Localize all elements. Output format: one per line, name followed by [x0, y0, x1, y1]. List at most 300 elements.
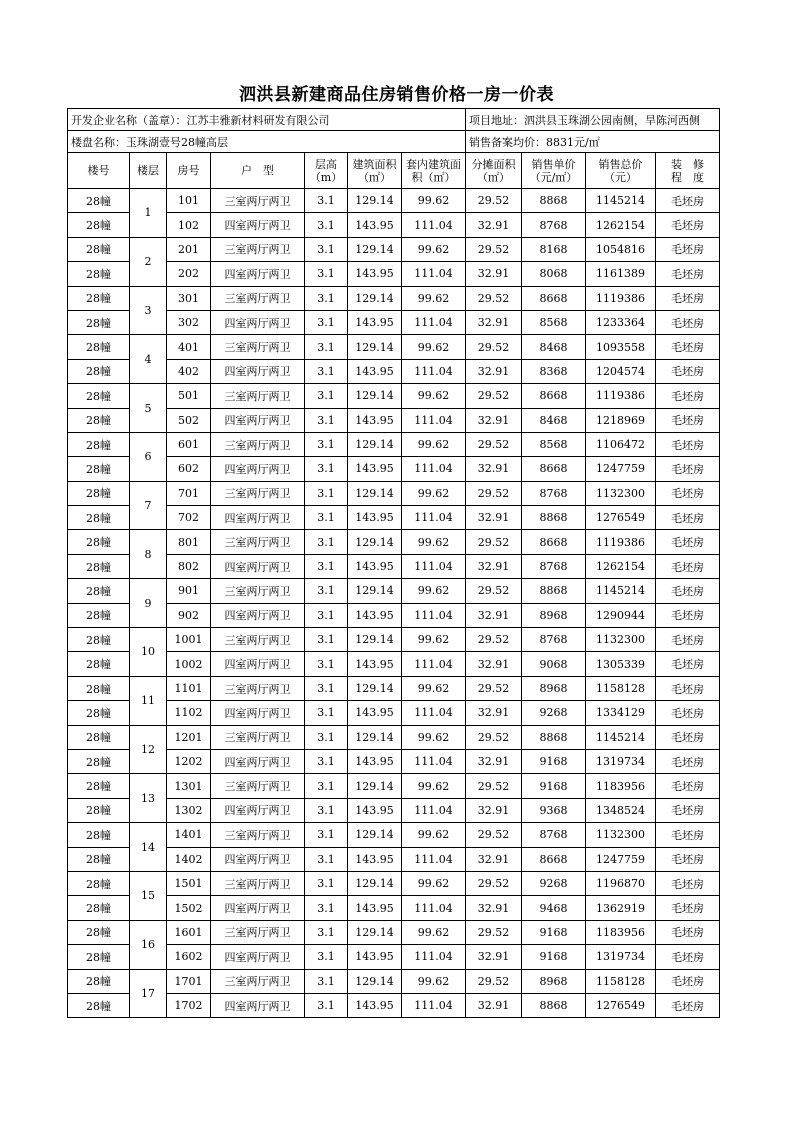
cell-area: 129.14	[348, 335, 402, 359]
cell-building: 28幢	[68, 969, 130, 993]
cell-unit-price: 8868	[522, 579, 586, 603]
cell-shared-area: 29.52	[466, 481, 522, 505]
cell-unit-price: 8768	[522, 213, 586, 237]
cell-height: 3.1	[305, 310, 348, 334]
table-row	[68, 432, 720, 456]
cell-total-price: 1093558	[586, 335, 656, 359]
cell-inner-area: 99.62	[402, 384, 466, 408]
cell-inner-area: 99.62	[402, 871, 466, 895]
cell-shared-area: 32.91	[466, 896, 522, 920]
cell-inner-area: 111.04	[402, 359, 466, 383]
cell-shared-area: 29.52	[466, 237, 522, 261]
cell-area: 129.14	[348, 286, 402, 310]
cell-height: 3.1	[305, 384, 348, 408]
cell-height: 3.1	[305, 993, 348, 1017]
cell-room: 802	[167, 554, 211, 578]
cell-height: 3.1	[305, 628, 348, 652]
cell-shared-area: 32.91	[466, 457, 522, 481]
cell-room: 702	[167, 506, 211, 530]
cell-building: 28幢	[68, 262, 130, 286]
cell-height: 3.1	[305, 871, 348, 895]
cell-room: 1701	[167, 969, 211, 993]
cell-total-price: 1119386	[586, 530, 656, 554]
cell-unit-price: 8768	[522, 554, 586, 578]
cell-total-price: 1183956	[586, 774, 656, 798]
cell-unit-price: 8568	[522, 432, 586, 456]
header-inner-area	[402, 153, 466, 189]
cell-building: 28幢	[68, 384, 130, 408]
table-row	[68, 628, 720, 652]
cell-shared-area: 29.52	[466, 920, 522, 944]
cell-decoration: 毛坯房	[656, 847, 720, 871]
cell-height: 3.1	[305, 530, 348, 554]
cell-inner-area: 111.04	[402, 798, 466, 822]
cell-inner-area: 99.62	[402, 676, 466, 700]
cell-height: 3.1	[305, 749, 348, 773]
cell-area: 143.95	[348, 603, 402, 627]
cell-unit-price: 9168	[522, 774, 586, 798]
cell-room: 602	[167, 457, 211, 481]
cell-building: 28幢	[68, 506, 130, 530]
cell-type: 三室两厅两卫	[211, 286, 305, 310]
cell-decoration: 毛坯房	[656, 749, 720, 773]
cell-height: 3.1	[305, 896, 348, 920]
cell-area: 143.95	[348, 652, 402, 676]
cell-area: 129.14	[348, 530, 402, 554]
cell-shared-area: 29.52	[466, 871, 522, 895]
cell-area: 143.95	[348, 554, 402, 578]
cell-unit-price: 8968	[522, 969, 586, 993]
cell-area: 129.14	[348, 579, 402, 603]
cell-building: 28幢	[68, 823, 130, 847]
cell-area: 129.14	[348, 823, 402, 847]
cell-height: 3.1	[305, 603, 348, 627]
header-height	[305, 153, 348, 189]
cell-building: 28幢	[68, 871, 130, 895]
cell-building: 28幢	[68, 213, 130, 237]
cell-height: 3.1	[305, 213, 348, 237]
cell-inner-area: 99.62	[402, 823, 466, 847]
cell-total-price: 1247759	[586, 457, 656, 481]
cell-shared-area: 32.91	[466, 749, 522, 773]
cell-room: 302	[167, 310, 211, 334]
header-shared-line2: （㎡）	[477, 170, 510, 184]
cell-inner-area: 111.04	[402, 603, 466, 627]
cell-room: 1101	[167, 676, 211, 700]
cell-floor: 12	[130, 725, 167, 774]
cell-type: 四室两厅两卫	[211, 847, 305, 871]
header-area	[348, 153, 402, 189]
cell-room: 601	[167, 432, 211, 456]
cell-room: 401	[167, 335, 211, 359]
cell-type: 四室两厅两卫	[211, 993, 305, 1017]
cell-room: 501	[167, 384, 211, 408]
cell-building: 28幢	[68, 628, 130, 652]
cell-type: 四室两厅两卫	[211, 310, 305, 334]
header-row	[68, 153, 720, 189]
cell-decoration: 毛坯房	[656, 432, 720, 456]
cell-inner-area: 111.04	[402, 262, 466, 286]
cell-type: 三室两厅两卫	[211, 530, 305, 554]
header-inner-line2: 积（㎡）	[411, 170, 456, 184]
cell-total-price: 1119386	[586, 384, 656, 408]
cell-type: 四室两厅两卫	[211, 262, 305, 286]
cell-type: 四室两厅两卫	[211, 408, 305, 432]
cell-height: 3.1	[305, 237, 348, 261]
cell-type: 三室两厅两卫	[211, 481, 305, 505]
cell-total-price: 1145214	[586, 725, 656, 749]
header-unit-price	[522, 153, 586, 189]
cell-inner-area: 111.04	[402, 652, 466, 676]
cell-building: 28幢	[68, 408, 130, 432]
cell-shared-area: 29.52	[466, 286, 522, 310]
cell-height: 3.1	[305, 676, 348, 700]
cell-type: 三室两厅两卫	[211, 920, 305, 944]
cell-type: 三室两厅两卫	[211, 335, 305, 359]
cell-area: 143.95	[348, 896, 402, 920]
cell-type: 四室两厅两卫	[211, 749, 305, 773]
cell-shared-area: 29.52	[466, 774, 522, 798]
cell-floor: 16	[130, 920, 167, 969]
cell-inner-area: 111.04	[402, 213, 466, 237]
cell-shared-area: 29.52	[466, 823, 522, 847]
cell-unit-price: 8568	[522, 310, 586, 334]
cell-height: 3.1	[305, 652, 348, 676]
cell-room: 402	[167, 359, 211, 383]
cell-decoration: 毛坯房	[656, 262, 720, 286]
cell-building: 28幢	[68, 237, 130, 261]
cell-type: 三室两厅两卫	[211, 579, 305, 603]
table-row	[68, 335, 720, 359]
cell-type: 四室两厅两卫	[211, 701, 305, 725]
cell-shared-area: 29.52	[466, 628, 522, 652]
cell-room: 301	[167, 286, 211, 310]
cell-inner-area: 111.04	[402, 701, 466, 725]
header-deco-line1: 装 修	[671, 157, 704, 171]
cell-room: 902	[167, 603, 211, 627]
cell-room: 1201	[167, 725, 211, 749]
cell-type: 四室两厅两卫	[211, 359, 305, 383]
cell-unit-price: 8668	[522, 384, 586, 408]
header-area-line1: 建筑面积	[352, 157, 397, 171]
table-row	[68, 286, 720, 310]
table-row	[68, 579, 720, 603]
table-row	[68, 676, 720, 700]
cell-building: 28幢	[68, 847, 130, 871]
cell-inner-area: 111.04	[402, 847, 466, 871]
cell-type: 三室两厅两卫	[211, 628, 305, 652]
cell-shared-area: 32.91	[466, 945, 522, 969]
cell-decoration: 毛坯房	[656, 676, 720, 700]
header-total-price	[586, 153, 656, 189]
cell-building: 28幢	[68, 530, 130, 554]
cell-floor: 3	[130, 286, 167, 335]
cell-height: 3.1	[305, 774, 348, 798]
cell-decoration: 毛坯房	[656, 530, 720, 554]
cell-total-price: 1183956	[586, 920, 656, 944]
cell-unit-price: 8668	[522, 286, 586, 310]
cell-inner-area: 99.62	[402, 579, 466, 603]
cell-decoration: 毛坯房	[656, 481, 720, 505]
cell-decoration: 毛坯房	[656, 823, 720, 847]
header-building: 楼号	[68, 153, 130, 189]
cell-area: 143.95	[348, 798, 402, 822]
cell-inner-area: 111.04	[402, 945, 466, 969]
cell-floor: 9	[130, 579, 167, 628]
cell-type: 四室两厅两卫	[211, 457, 305, 481]
cell-shared-area: 32.91	[466, 359, 522, 383]
developer-name: 开发企业名称（盖章）：江苏丰雅新材料研发有限公司	[68, 109, 466, 131]
cell-inner-area: 99.62	[402, 774, 466, 798]
cell-height: 3.1	[305, 969, 348, 993]
table-row	[68, 189, 720, 213]
cell-building: 28幢	[68, 286, 130, 310]
cell-inner-area: 99.62	[402, 920, 466, 944]
cell-total-price: 1204574	[586, 359, 656, 383]
cell-total-price: 1054816	[586, 237, 656, 261]
cell-total-price: 1319734	[586, 945, 656, 969]
cell-decoration: 毛坯房	[656, 896, 720, 920]
cell-shared-area: 29.52	[466, 384, 522, 408]
cell-room: 1702	[167, 993, 211, 1017]
cell-unit-price: 8968	[522, 603, 586, 627]
cell-room: 1601	[167, 920, 211, 944]
cell-inner-area: 111.04	[402, 457, 466, 481]
cell-unit-price: 8968	[522, 676, 586, 700]
header-shared-area	[466, 153, 522, 189]
table-row	[68, 969, 720, 993]
cell-floor: 6	[130, 432, 167, 481]
cell-inner-area: 111.04	[402, 749, 466, 773]
cell-building: 28幢	[68, 554, 130, 578]
cell-unit-price: 9168	[522, 749, 586, 773]
cell-type: 四室两厅两卫	[211, 896, 305, 920]
cell-unit-price: 9268	[522, 871, 586, 895]
cell-decoration: 毛坯房	[656, 359, 720, 383]
cell-shared-area: 29.52	[466, 676, 522, 700]
cell-total-price: 1145214	[586, 579, 656, 603]
cell-floor: 14	[130, 823, 167, 872]
cell-floor: 13	[130, 774, 167, 823]
cell-room: 1402	[167, 847, 211, 871]
project-name: 楼盘名称：玉珠湖壹号28幢高层	[68, 131, 466, 153]
cell-building: 28幢	[68, 432, 130, 456]
cell-building: 28幢	[68, 701, 130, 725]
cell-building: 28幢	[68, 945, 130, 969]
cell-room: 202	[167, 262, 211, 286]
table-row	[68, 237, 720, 261]
cell-inner-area: 99.62	[402, 481, 466, 505]
cell-decoration: 毛坯房	[656, 335, 720, 359]
cell-total-price: 1158128	[586, 969, 656, 993]
cell-room: 1301	[167, 774, 211, 798]
cell-area: 129.14	[348, 725, 402, 749]
cell-type: 三室两厅两卫	[211, 969, 305, 993]
cell-shared-area: 29.52	[466, 725, 522, 749]
cell-unit-price: 8868	[522, 725, 586, 749]
cell-inner-area: 111.04	[402, 554, 466, 578]
header-unit-line2: （元/㎡）	[529, 170, 578, 184]
cell-inner-area: 99.62	[402, 969, 466, 993]
cell-area: 143.95	[348, 847, 402, 871]
header-unit-line1: 销售单价	[531, 157, 576, 171]
cell-building: 28幢	[68, 896, 130, 920]
cell-type: 四室两厅两卫	[211, 945, 305, 969]
cell-height: 3.1	[305, 432, 348, 456]
cell-shared-area: 32.91	[466, 506, 522, 530]
cell-decoration: 毛坯房	[656, 774, 720, 798]
header-room: 房号	[167, 153, 211, 189]
cell-decoration: 毛坯房	[656, 798, 720, 822]
table-row	[68, 384, 720, 408]
cell-type: 三室两厅两卫	[211, 871, 305, 895]
cell-room: 101	[167, 189, 211, 213]
cell-decoration: 毛坯房	[656, 554, 720, 578]
cell-decoration: 毛坯房	[656, 189, 720, 213]
cell-area: 129.14	[348, 920, 402, 944]
cell-inner-area: 111.04	[402, 896, 466, 920]
cell-shared-area: 32.91	[466, 310, 522, 334]
cell-area: 143.95	[348, 993, 402, 1017]
cell-height: 3.1	[305, 189, 348, 213]
cell-building: 28幢	[68, 579, 130, 603]
cell-room: 1001	[167, 628, 211, 652]
cell-total-price: 1145214	[586, 189, 656, 213]
cell-shared-area: 29.52	[466, 579, 522, 603]
cell-unit-price: 9368	[522, 798, 586, 822]
cell-inner-area: 99.62	[402, 237, 466, 261]
header-inner-line1: 套内建筑面	[406, 157, 461, 171]
cell-shared-area: 32.91	[466, 847, 522, 871]
cell-area: 143.95	[348, 749, 402, 773]
header-decoration	[656, 153, 720, 189]
cell-height: 3.1	[305, 579, 348, 603]
cell-shared-area: 32.91	[466, 652, 522, 676]
cell-unit-price: 8368	[522, 359, 586, 383]
cell-area: 143.95	[348, 408, 402, 432]
cell-shared-area: 32.91	[466, 798, 522, 822]
header-height-line2: （m）	[309, 170, 343, 184]
cell-height: 3.1	[305, 506, 348, 530]
cell-unit-price: 8168	[522, 237, 586, 261]
cell-height: 3.1	[305, 481, 348, 505]
cell-unit-price: 9168	[522, 920, 586, 944]
cell-floor: 15	[130, 871, 167, 920]
cell-decoration: 毛坯房	[656, 652, 720, 676]
cell-area: 129.14	[348, 628, 402, 652]
cell-room: 1302	[167, 798, 211, 822]
cell-building: 28幢	[68, 798, 130, 822]
cell-unit-price: 8668	[522, 530, 586, 554]
cell-decoration: 毛坯房	[656, 603, 720, 627]
cell-room: 102	[167, 213, 211, 237]
cell-total-price: 1233364	[586, 310, 656, 334]
cell-type: 四室两厅两卫	[211, 506, 305, 530]
cell-floor: 11	[130, 676, 167, 725]
cell-total-price: 1276549	[586, 506, 656, 530]
cell-floor: 10	[130, 628, 167, 677]
cell-total-price: 1158128	[586, 676, 656, 700]
cell-floor: 7	[130, 481, 167, 530]
cell-decoration: 毛坯房	[656, 310, 720, 334]
cell-height: 3.1	[305, 554, 348, 578]
cell-inner-area: 99.62	[402, 335, 466, 359]
cell-type: 三室两厅两卫	[211, 774, 305, 798]
cell-building: 28幢	[68, 993, 130, 1017]
cell-total-price: 1132300	[586, 823, 656, 847]
cell-building: 28幢	[68, 481, 130, 505]
cell-decoration: 毛坯房	[656, 725, 720, 749]
cell-unit-price: 8868	[522, 189, 586, 213]
info-row-2	[68, 131, 720, 153]
cell-total-price: 1319734	[586, 749, 656, 773]
cell-unit-price: 8768	[522, 823, 586, 847]
cell-total-price: 1276549	[586, 993, 656, 1017]
cell-type: 三室两厅两卫	[211, 676, 305, 700]
cell-type: 四室两厅两卫	[211, 603, 305, 627]
cell-room: 801	[167, 530, 211, 554]
cell-room: 1401	[167, 823, 211, 847]
cell-type: 四室两厅两卫	[211, 213, 305, 237]
cell-total-price: 1348524	[586, 798, 656, 822]
cell-inner-area: 99.62	[402, 725, 466, 749]
cell-floor: 17	[130, 969, 167, 1018]
table-body	[68, 109, 720, 1018]
cell-room: 701	[167, 481, 211, 505]
cell-inner-area: 111.04	[402, 993, 466, 1017]
cell-area: 143.95	[348, 310, 402, 334]
table-row	[68, 920, 720, 944]
cell-inner-area: 111.04	[402, 408, 466, 432]
cell-total-price: 1262154	[586, 213, 656, 237]
cell-building: 28幢	[68, 725, 130, 749]
cell-shared-area: 29.52	[466, 530, 522, 554]
cell-decoration: 毛坯房	[656, 506, 720, 530]
cell-type: 四室两厅两卫	[211, 652, 305, 676]
cell-type: 三室两厅两卫	[211, 384, 305, 408]
cell-room: 1602	[167, 945, 211, 969]
cell-height: 3.1	[305, 408, 348, 432]
cell-decoration: 毛坯房	[656, 871, 720, 895]
cell-room: 1102	[167, 701, 211, 725]
header-shared-line1: 分摊面积	[471, 157, 516, 171]
cell-unit-price: 8868	[522, 506, 586, 530]
cell-type: 三室两厅两卫	[211, 725, 305, 749]
cell-unit-price: 8668	[522, 847, 586, 871]
cell-building: 28幢	[68, 652, 130, 676]
cell-height: 3.1	[305, 335, 348, 359]
cell-area: 129.14	[348, 774, 402, 798]
cell-height: 3.1	[305, 262, 348, 286]
cell-decoration: 毛坯房	[656, 384, 720, 408]
cell-decoration: 毛坯房	[656, 945, 720, 969]
cell-type: 三室两厅两卫	[211, 189, 305, 213]
cell-total-price: 1119386	[586, 286, 656, 310]
cell-building: 28幢	[68, 603, 130, 627]
cell-area: 129.14	[348, 969, 402, 993]
cell-unit-price: 9068	[522, 652, 586, 676]
cell-total-price: 1290944	[586, 603, 656, 627]
cell-unit-price: 9468	[522, 896, 586, 920]
cell-decoration: 毛坯房	[656, 579, 720, 603]
table-row	[68, 530, 720, 554]
cell-unit-price: 8468	[522, 408, 586, 432]
cell-building: 28幢	[68, 335, 130, 359]
table-row	[68, 823, 720, 847]
cell-total-price: 1196870	[586, 871, 656, 895]
cell-floor: 1	[130, 189, 167, 238]
cell-room: 1501	[167, 871, 211, 895]
